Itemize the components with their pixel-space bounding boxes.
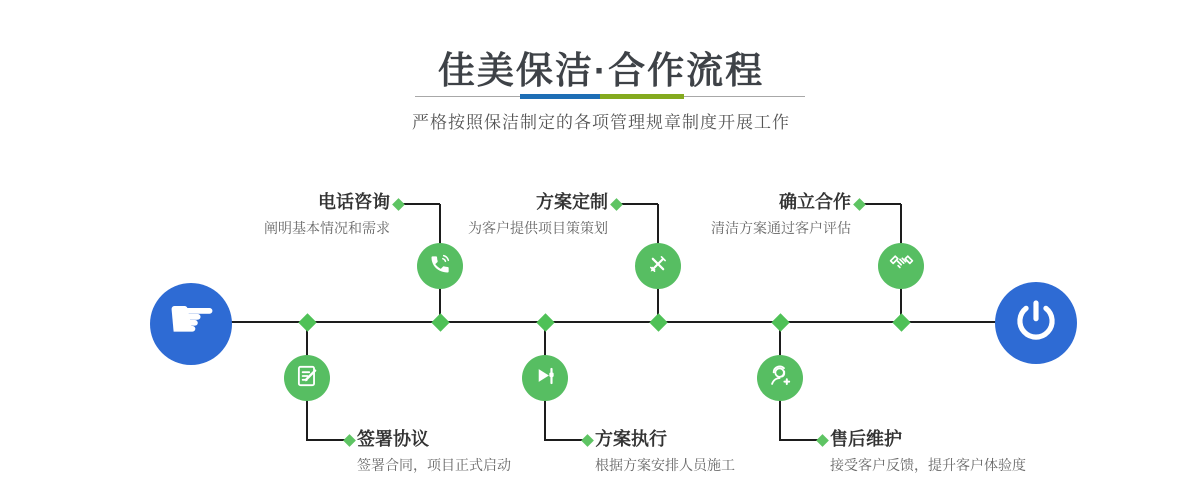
divider-blue-segment [520,94,600,99]
contract-signing-icon [294,363,320,394]
step-desc: 签署合同，项目正式启动 [357,457,511,473]
step-circle [757,355,803,401]
step-title: 电话咨询 [318,192,390,212]
timeline-node-diamond [298,313,316,331]
step-title: 方案定制 [536,192,608,212]
label-diamond [343,434,356,447]
timeline-node-diamond [431,313,449,331]
step-label [830,427,1026,475]
step-circle [417,243,463,289]
handshake-icon [888,250,915,282]
page-subtitle: 严格按照保洁制定的各项管理规章制度开展工作 [412,113,790,132]
step-title: 确立合作 [779,192,851,212]
timeline-node-diamond [649,313,667,331]
step-desc: 为客户提供项目策策划 [468,220,608,236]
step-circle [878,243,924,289]
step-desc: 阐明基本情况和需求 [264,220,390,236]
step-label [264,190,390,238]
label-diamond [816,434,829,447]
timeline-node-diamond [892,313,910,331]
headset-support-icon [767,362,794,394]
step-title: 签署协议 [357,429,429,449]
label-diamond [392,198,405,211]
design-tools-icon [645,251,671,282]
step-label [595,427,735,475]
pointing-hand-icon: ☛ [166,287,218,352]
timeline-node-diamond [771,313,789,331]
step-label [711,190,851,238]
label-diamond [610,198,623,211]
step-circle [635,243,681,289]
step-desc: 清洁方案通过客户评估 [711,220,851,236]
step-circle [522,355,568,401]
step-desc: 根据方案安排人员施工 [595,457,735,473]
step-label [468,190,608,238]
power-icon [1013,298,1059,349]
label-diamond [853,198,866,211]
phone-icon [427,251,453,282]
timeline-node-diamond [536,313,554,331]
divider-green-segment [600,94,684,99]
step-title: 售后维护 [830,429,902,449]
timeline-main-line [230,321,997,323]
step-circle [284,355,330,401]
play-execute-icon [532,363,558,394]
start-circle [150,283,232,365]
label-diamond [581,434,594,447]
step-label [357,427,511,475]
step-desc: 接受客户反馈，提升客户体验度 [830,457,1026,473]
end-circle [995,282,1077,364]
page-title: 佳美保洁·合作流程 [437,50,765,91]
step-title: 方案执行 [595,429,667,449]
